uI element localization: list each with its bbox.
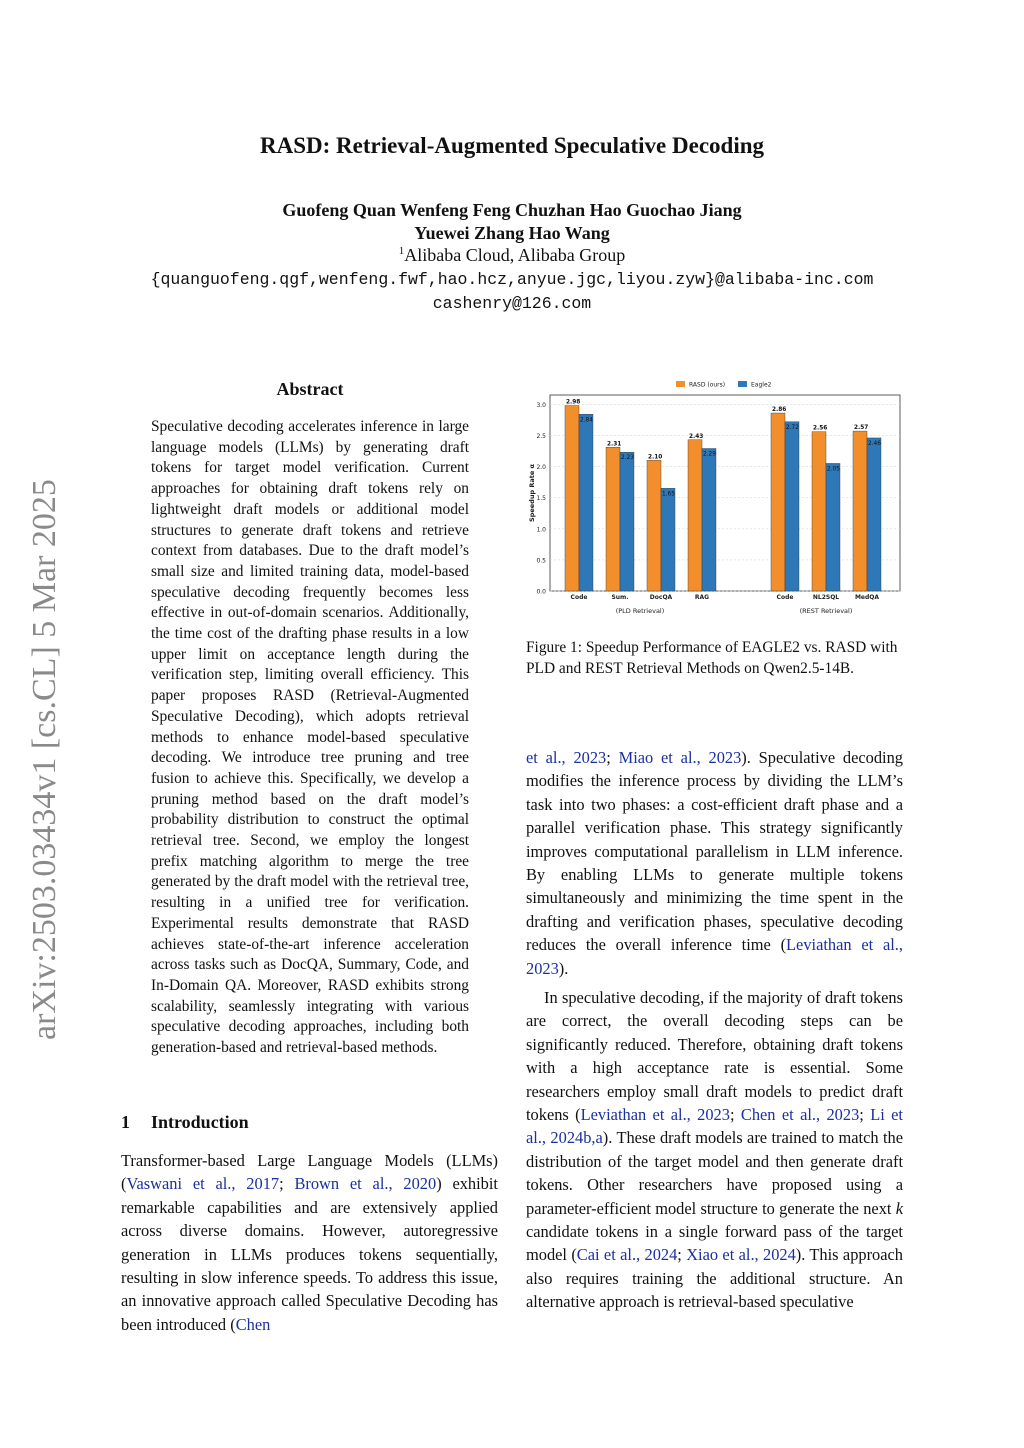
x-tick-label: Code	[776, 594, 794, 601]
section-heading	[121, 1112, 249, 1133]
bar-eagle2	[867, 438, 881, 591]
figure-caption: Figure 1: Speedup Performance of EAGLE2 vs. RASD with PLD and REST Retrieval Methods on Qwen2.5-14B.	[526, 639, 898, 677]
abstract-heading: Abstract	[276, 379, 344, 399]
y-tick-label: 1.5	[536, 495, 546, 503]
bar-eagle2	[661, 488, 675, 591]
email-line-1: {quanguofeng.qgf,wenfeng.fwf,hao.hcz,anyue.jgc,liyou.zyw}@alibaba-inc.com	[150, 270, 874, 289]
authors-line-1: Guofeng Quan Wenfeng Feng Chuzhan Hao Guochao Jiang	[282, 200, 742, 220]
math-variable-k: k	[895, 1198, 903, 1218]
data-label-rasd: 2.43	[689, 433, 704, 440]
citation-link[interactable]: Cai et al., 2024	[576, 1245, 678, 1265]
citation-link[interactable]: Brown et al., 2020	[294, 1174, 437, 1194]
author-list	[0, 199, 1024, 245]
text-span: In speculative decoding, if the majority of draft tokens are correct, the overall decoding steps can be significantly reduced. Therefore, obtaining draft tokens with a high acceptance rate is essential. Some researchers employ small draft models to predict draft tokens (	[526, 988, 903, 1125]
text-span: ). These draft models are trained to match the distribution of the target model and then generate draft tokens. Other researchers have proposed using a parameter-efficient model structure to generate the next	[526, 1128, 903, 1218]
data-label-rasd: 2.98	[566, 399, 581, 406]
data-label-rasd: 2.57	[854, 425, 869, 432]
data-label-eagle2: 2.72	[786, 424, 799, 431]
y-axis-label: Speedup Rate α	[528, 464, 536, 522]
citation-link[interactable]: Vaswani et al., 2017	[126, 1174, 280, 1194]
data-label-rasd: 2.86	[772, 407, 787, 414]
legend-label-eagle2: Eagle2	[751, 381, 772, 389]
bar-rasd	[565, 406, 579, 591]
bar-rasd	[812, 432, 826, 591]
intro-paragraph-left	[121, 1149, 498, 1336]
bar-rasd	[606, 447, 620, 591]
intro-paragraph-right-2	[526, 986, 903, 1314]
plot-frame	[550, 395, 900, 591]
text-span: candidate tokens in a single forward pass of the target model (	[526, 1222, 903, 1265]
text-span: ;	[677, 1245, 687, 1265]
citation-link[interactable]: et al., 2023	[526, 748, 607, 767]
affiliation-marker: 1	[398, 245, 405, 257]
section-title: Introduction	[151, 1112, 249, 1132]
speedup-bar-chart	[520, 375, 910, 625]
y-tick-label: 2.5	[536, 432, 546, 440]
citation-link[interactable]: Xiao et al., 2024	[686, 1245, 796, 1265]
x-tick-label: DocQA	[649, 594, 673, 601]
bar-eagle2	[579, 414, 593, 591]
bar-rasd	[771, 413, 785, 591]
text-span: ). Speculative decoding modifies the inference process by dividing the LLM’s task into two phases: a cost-efficient draft phase and a parallel verification phase. This strategy significantly improves computational parallelism in LLM inference. By enabling LLMs to generate multiple tokens simultaneously and minimizing the time spent in the drafting and verification phases, speculative decoding reduces the overall inference time (	[526, 748, 903, 955]
email-line-2: cashenry@126.com	[432, 294, 592, 313]
data-label-eagle2: 2.84	[580, 417, 593, 424]
abstract-body: Speculative decoding accelerates inference in large language models (LLMs) by generating draft tokens for target model verification. Current approaches for obtaining draft tokens rely on lightweight draft models or additional model structures to generate draft tokens and retrieve context from databases. Due to the draft model’s small size and limited training data, model-based speculative decoding frequently becomes less effective in out-of-domain scenarios. Additionally, the time cost of the drafting phase results in a low upper limit on acceptance length during the verification step, limiting overall efficiency. This paper proposes RASD (Retrieval-Augmented Speculative Decoding), which adopts retrieval methods to enhance model-based speculative decoding. We introduce tree pruning and tree fusion to achieve this. Specifically, we develop a pruning method based on the draft model’s probability distribution to construct the optimal retrieval tree. Second, we employ the longest prefix matching algorithm to merge the tree generated by the draft model with the retrieval tree, resulting in a unified tree for verification. Experimental results demonstrate that RASD achieves state-of-the-art inference acceleration across tasks such as DocQA, Summary, Code, and In-Domain QA. Moreover, RASD exhibits strong scalability, seamlessly integrating with various speculative decoding approaches, including both generation-based and retrieval-based methods.	[151, 418, 469, 1057]
x-tick-label: NL2SQL	[812, 594, 840, 601]
data-label-rasd: 2.56	[813, 425, 828, 432]
group-label: (PLD Retrieval)	[615, 607, 665, 615]
bar-eagle2	[620, 452, 634, 591]
data-label-eagle2: 1.65	[662, 491, 675, 498]
text-span: ;	[606, 748, 619, 767]
affiliation	[0, 245, 1024, 266]
data-label-eagle2: 2.23	[621, 455, 634, 462]
y-tick-label: 3.0	[536, 401, 546, 409]
y-tick-label: 0.5	[536, 557, 546, 565]
affiliation-text: Alibaba Cloud, Alibaba Group	[404, 245, 626, 265]
text-span: ;	[729, 1105, 741, 1125]
text-span: ). This approach also requires training the additional structure. An alternative approach is retrieval-based speculative	[526, 1245, 903, 1312]
arxiv-identifier: arXiv:2503.03434v1 [cs.CL] 5 Mar 2025	[26, 479, 63, 1040]
citation-link[interactable]: Chen	[235, 1314, 271, 1334]
x-tick-label: Code	[570, 594, 588, 601]
citation-link[interactable]: Chen et al., 2023	[740, 1105, 860, 1125]
y-tick-label: 0.0	[536, 588, 546, 596]
y-tick-label: 2.0	[536, 464, 546, 472]
bar-eagle2	[785, 422, 799, 591]
data-label-rasd: 2.10	[648, 454, 663, 461]
group-label: (REST Retrieval)	[799, 607, 853, 615]
bar-eagle2	[702, 449, 716, 591]
y-tick-label: 1.0	[536, 526, 546, 534]
text-span: ;	[859, 1105, 871, 1125]
authors-line-2: Yuewei Zhang Hao Wang	[414, 223, 610, 243]
data-label-eagle2: 2.46	[868, 440, 881, 447]
text-span: ;	[279, 1174, 295, 1194]
text-span: ).	[558, 958, 569, 978]
citation-link[interactable]: Leviathan et al., 2023	[580, 1105, 730, 1125]
text-span: Transformer-based Large Language Models (LLMs) (	[121, 1151, 498, 1194]
data-label-eagle2: 2.29	[703, 451, 716, 458]
citation-link[interactable]: Leviathan et al., 2023	[526, 935, 903, 978]
section-number: 1	[121, 1112, 130, 1132]
text-span: ) exhibit remarkable capabilities and are extensively applied across diverse domains. However, autoregressive generation in LLMs produces tokens sequentially, resulting in slow inference speeds. To address this issue, an innovative approach called Speculative Decoding has been introduced (	[121, 1174, 498, 1334]
legend-swatch-eagle2	[738, 381, 747, 387]
data-label-rasd: 2.31	[607, 441, 622, 448]
citation-link[interactable]: Li et al., 2024b,a	[526, 1105, 903, 1148]
x-tick-label: MedQA	[854, 594, 880, 601]
legend-swatch-rasd	[676, 381, 685, 387]
x-tick-label: RAG	[694, 594, 710, 601]
bar-rasd	[647, 460, 661, 591]
bar-eagle2	[826, 463, 840, 591]
paper-title: RASD: Retrieval-Augmented Speculative Decoding	[259, 133, 765, 158]
x-tick-label: Sum.	[611, 594, 629, 601]
data-label-eagle2: 2.05	[827, 466, 840, 473]
legend-label-rasd: RASD (ours)	[689, 381, 726, 389]
bar-rasd	[688, 440, 702, 591]
intro-paragraph-right-1	[526, 746, 903, 980]
bar-rasd	[853, 431, 867, 591]
citation-link[interactable]: Miao et al., 2023	[618, 748, 742, 767]
